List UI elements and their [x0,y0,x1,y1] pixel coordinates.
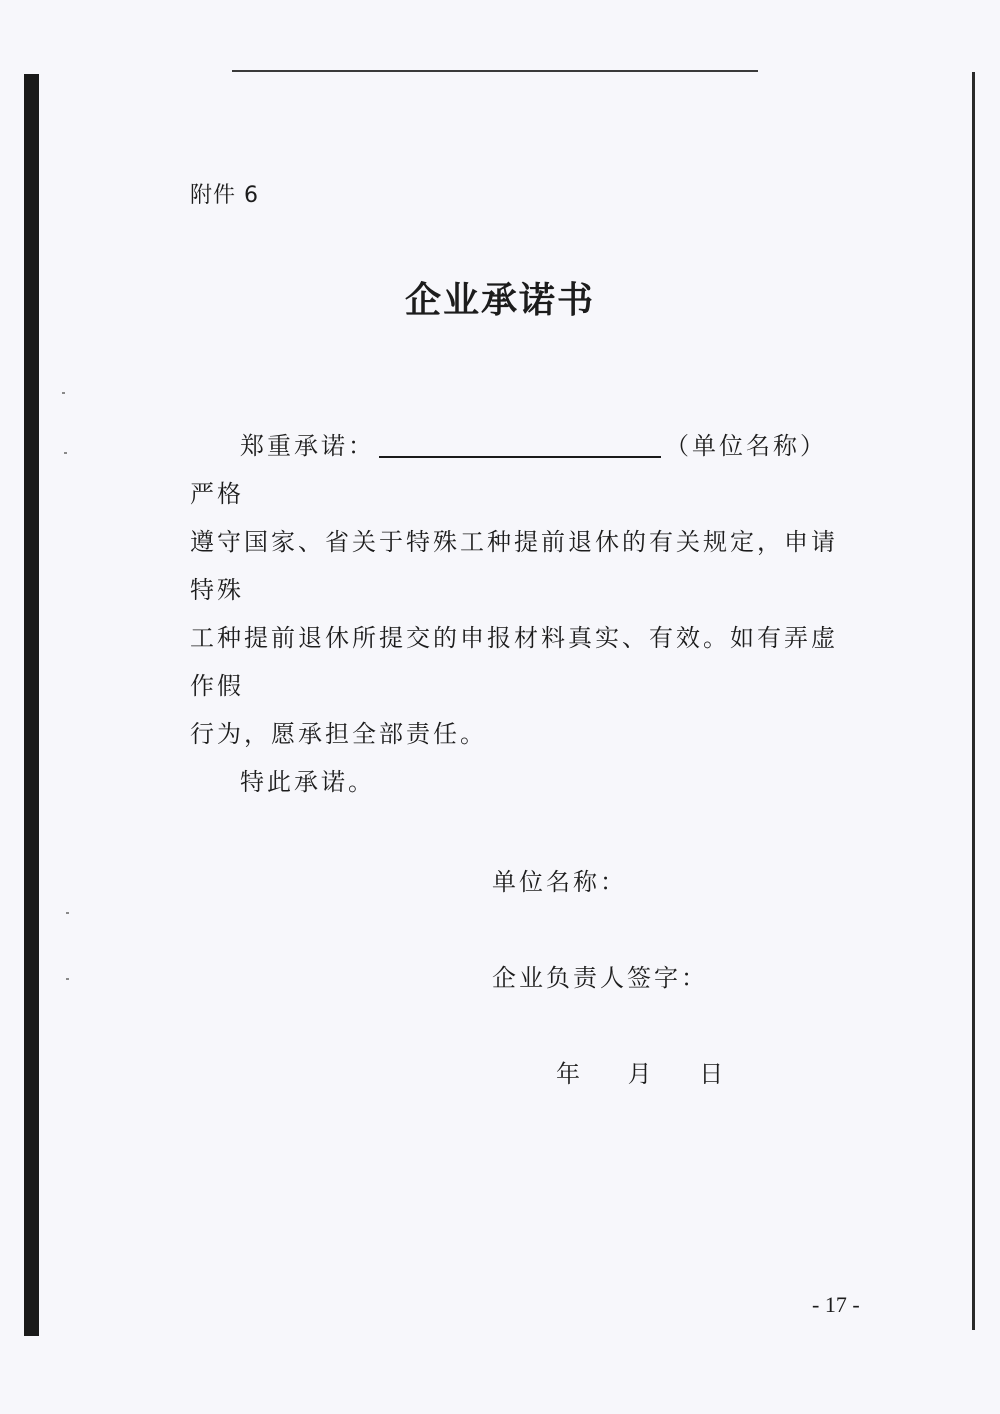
date-day-label: 日 [699,1060,724,1088]
unit-name-blank [379,426,661,458]
declaration-body [190,422,850,806]
scan-speck [66,912,69,914]
scan-left-edge-shadow [24,74,39,1336]
declaration-line: 行为，愿承担全部责任。 [190,720,487,748]
declaration-after-blank: （单位名称）严格 [190,432,827,508]
document-title: 企业承诺书 [404,280,595,321]
declaration-line: 遵守国家、省关于特殊工种提前退休的有关规定，申请特殊 [190,528,838,604]
scan-right-edge-line [972,72,975,1330]
date-line [556,1054,723,1089]
scan-top-rule [232,70,758,72]
scan-speck [66,978,69,980]
scan-speck [64,452,67,454]
unit-name-label: 单位名称： [492,868,627,896]
date-month-label: 月 [627,1060,652,1088]
declaration-lead: 郑重承诺： [240,432,375,460]
declaration-first-line [190,422,850,518]
declaration-closing: 特此承诺。 [240,768,375,796]
page-number: - 17 - [812,1292,860,1317]
representative-signature-label: 企业负责人签字： [492,964,708,992]
date-year-label: 年 [556,1060,580,1088]
declaration-line: 工种提前退休所提交的申报材料真实、有效。如有弄虚作假 [190,624,838,700]
attachment-label: 附件 6 [190,183,259,208]
scan-speck [62,392,65,394]
